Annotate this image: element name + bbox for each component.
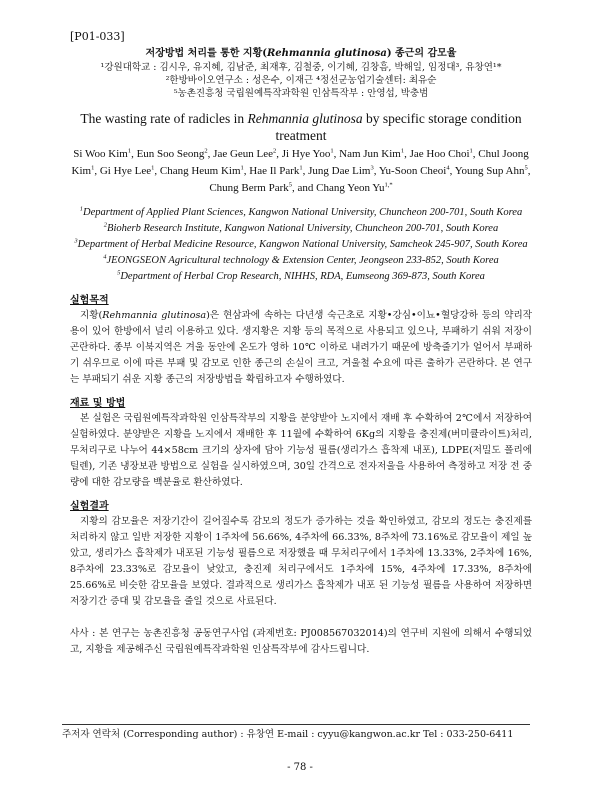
affiliation-text: Department of Herbal Crop Research, NIHHS, RDA, Eumseong 369-873, South Korea bbox=[120, 271, 485, 282]
korean-authors-line2: ²한방바이오연구소 : 성은수, 이재근 ⁴정선군농업기술센터: 최유순 bbox=[165, 75, 437, 86]
author-affiliation-mark: 1 bbox=[91, 164, 95, 172]
author-name: Yu-Soon Cheoi bbox=[378, 165, 447, 177]
purpose-heading: 실험목적 bbox=[70, 295, 109, 306]
results-paragraph: 지황의 감모율은 저장기간이 길어질수록 감모의 정도가 증가하는 것을 확인하였고, 감모의 정도는 충진제를 처리하지 않고 일반 저장한 지황이 1주차에 56.66%, 4주차에 66.33%, 8주차에 73.16%로 감모율이 제일 높았고, 생리가스 흡착제가 내포된 기능성 필름으로 저장했을 때 무처리구에서 1주차에 13.33%, 2주차에 16%, 8주차에 23.33%로 감모율이 낮았고, 충진제 처리구에서도 1주차에 15%, 4주차에 17.33%, 8주차에 25.66%로 비슷한 감모율을 보였다. 결과적으로 생리가스 흡착제가 내포 된 기능성 필름을 사용하여 저장하면 저장기간 증대 및 감모율을 줄일 것으로 사료된다. bbox=[70, 516, 532, 607]
korean-authors-line3: ⁵농촌진흥청 국립원예특작과학원 인삼특작부 : 안영섭, 박충범 bbox=[173, 88, 429, 99]
author-name: Si Woo Kim bbox=[73, 148, 128, 160]
affiliation-line bbox=[70, 253, 532, 269]
affiliation-mark: 2 bbox=[103, 221, 108, 229]
author-affiliation-mark: 4 bbox=[446, 164, 450, 172]
affiliations bbox=[70, 205, 532, 285]
korean-title: 저장방법 처리를 통한 지황(Rehmannia glutinosa) 종근의 감모율 bbox=[145, 48, 457, 59]
affiliation-mark: 1 bbox=[79, 205, 84, 213]
affiliation-line bbox=[70, 237, 532, 253]
affiliation-mark: 4 bbox=[103, 253, 107, 261]
author-name: Chang Yeon Yu bbox=[316, 182, 385, 194]
korean-authors-line1: ¹강원대학교 : 김시우, 유지혜, 김남준, 최재후, 김철중, 이기혜, 김창흠, 박해일, 임정대³, 유창연¹* bbox=[100, 62, 502, 73]
author-affiliation-mark: 1 bbox=[469, 147, 473, 155]
affiliation-mark: 3 bbox=[74, 237, 78, 245]
methods-heading: 재료 및 방법 bbox=[70, 398, 126, 409]
author-affiliation-mark: 1 bbox=[330, 147, 334, 155]
author-affiliation-mark: 5 bbox=[288, 181, 293, 189]
affiliation-line bbox=[70, 205, 532, 221]
affiliation-text: JEONGSEON Agricultural technology & Extension Center, Jeongseon 233-852, South Korea bbox=[106, 255, 499, 266]
author-affiliation-mark: 1 bbox=[299, 164, 303, 172]
author-name: Chang Heum Kim bbox=[159, 165, 241, 177]
author-affiliation-mark: 1,* bbox=[384, 181, 393, 189]
author-affiliation-mark: 1 bbox=[151, 164, 155, 172]
author-name: Jae Geun Lee bbox=[213, 148, 274, 160]
author-affiliation-mark: 1 bbox=[240, 164, 244, 172]
author-affiliation-mark: 2 bbox=[273, 147, 277, 155]
affiliation-text: Bioherb Research Institute, Kangwon National University, Chuncheon 200-701, South Korea bbox=[107, 223, 499, 234]
affiliation-text: Department of Applied Plant Sciences, Kangwon National University, Chuncheon 200-701, South Korea bbox=[83, 207, 523, 218]
abstract-code: [P01-033] bbox=[70, 30, 125, 43]
author-affiliation-mark: 2 bbox=[204, 147, 208, 155]
affiliation-mark: 5 bbox=[117, 269, 121, 277]
corresponding-author: 주저자 연락처 (Corresponding author) : 유창연 E-mail : cyyu@kangwon.ac.kr Tel : 033-250-6411 bbox=[62, 729, 514, 740]
author-affiliation-mark: 1 bbox=[127, 147, 132, 155]
affiliation-text: Department of Herbal Medicine Resource, Kangwon National University, Samcheok 245-907, South Korea bbox=[77, 239, 528, 250]
author-name: Chung Berm Park bbox=[209, 182, 289, 194]
results-heading: 실험결과 bbox=[70, 501, 109, 512]
acknowledgment: 사사 : 본 연구는 농촌진흥청 공동연구사업 (과제번호: PJ008567032014)의 연구비 지원에 의해서 수행되었고, 지황을 제공해주신 국립원예특작과학원 인삼특작부에 감사드립니다. bbox=[70, 628, 532, 655]
author-name: Gi Hye Lee bbox=[99, 165, 152, 177]
english-title: The wasting rate of radicles in Rehmannia glutinosa by specific storage condition treatment bbox=[80, 111, 522, 143]
page-number: - 78 - bbox=[287, 762, 313, 773]
abstract-page bbox=[70, 30, 532, 658]
author-name: Young Sup Ahn bbox=[454, 165, 525, 177]
author-name: Hae Il Park bbox=[249, 165, 300, 177]
author-affiliation-mark: 3 bbox=[370, 164, 374, 172]
author-name: Jung Dae Lim bbox=[308, 165, 371, 177]
author-name: Eun Soo Seong bbox=[136, 148, 205, 160]
author-affiliation-mark: 1 bbox=[400, 147, 405, 155]
purpose-paragraph: 지황(Rehmannia glutinosa)은 현삼과에 속하는 다년생 숙근초로 지황•강심•이뇨•혈당강하 등의 약리작용이 있어 한방에서 널리 이용하고 있다. 생지황은 지황 등의 목적으로 사용되고 있으나, 부패하기 쉬워 저장이 곤란하다. 종부 이북지역은 겨울 동안에 온도가 영하 10℃ 이하로 내려가기 때문에 방축줄기가 얼어서 부패하기 쉬우므로 이에 따른 부패 및 감모로 인한 종근의 손실이 크고, 겨울철 수요에 따른 출하가 곤란하다. 본 연구는 부패되기 쉬운 지황 종근의 저장방법을 확립하고자 수행하였다. bbox=[70, 310, 532, 385]
methods-paragraph: 본 실험은 국립원예특작과학원 인삼특작부의 지황을 분양받아 노지에서 재배 후 수확하여 2℃에서 저장하여 실험하였다. 분양받은 지황을 노지에서 재배한 후 11월에 수확하여 6Kg의 지황을 충진제(버미큘라이트)처리, 무처리구로 나누어 44×58cm 크기의 상자에 담아 기능성 필름(생리가스 흡착제 내포), LDPE(저밀도 폴리에틸렌), 기존 냉장보관 방법으로 실험을 실시하였으며, 30일 간격으로 전자저울을 사용하여 측정하고 저장 전 중량에 대한 감모량을 백분율로 환산하였다. bbox=[70, 413, 532, 488]
english-authors: Si Woo Kim$^1$, Eun Soo Seong$^2$, Jae Geun Lee$^2$, Ji Hye Yoo$^1$, Nam Jun Kim$^1$, Jae Hoo Choi$^1$, Chul Joong Kim$^1$, Gi Hye Lee$^1$, Chang Heum Kim$^1$, Hae Il Park$^1$, Jung Dae Lim$^3$, Yu-Soon Cheoi$^4$, Young Sup Ahn$^5$, Chung Berm Park$^5$, and Chang Yeon $Yu^{1,*}$ bbox=[71, 147, 531, 194]
author-name: Ji Hye Yoo bbox=[281, 148, 331, 160]
author-name: Jae Hoo Choi bbox=[409, 148, 470, 160]
author-name: Nam Jun Kim bbox=[339, 148, 401, 160]
affiliation-line bbox=[70, 221, 532, 237]
author-affiliation-mark: 5 bbox=[524, 164, 528, 172]
affiliation-line bbox=[70, 269, 532, 285]
author-name: Chul Joong Kim bbox=[71, 148, 529, 177]
footer-divider bbox=[62, 724, 530, 725]
